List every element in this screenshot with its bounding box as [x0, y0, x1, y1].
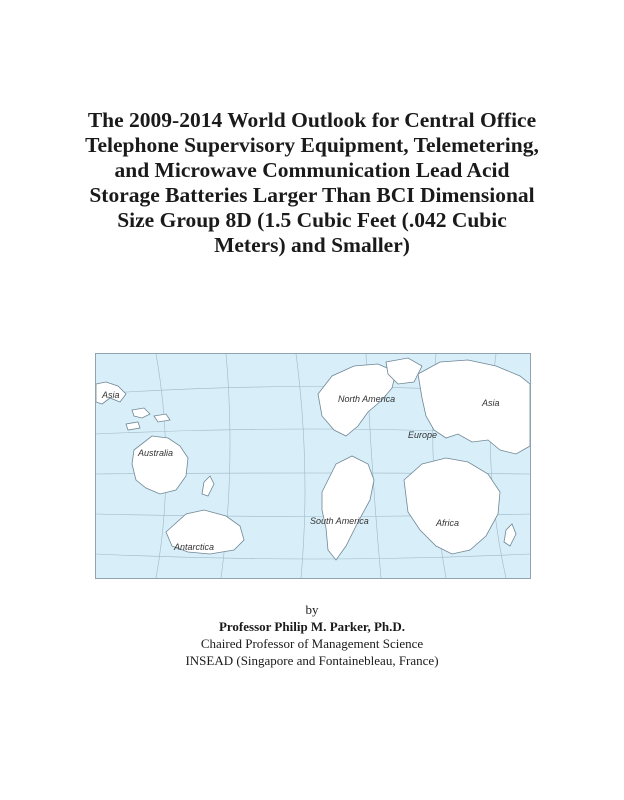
title-line: Meters) and Smaller) [214, 233, 410, 257]
map-label-asia-right: Asia [482, 398, 500, 408]
author-affiliation: INSEAD (Singapore and Fontainebleau, France) [185, 653, 439, 668]
map-label-north-america [338, 394, 395, 404]
madagascar-land [504, 524, 516, 546]
map-label-asia-left: Asia [102, 390, 120, 400]
book-title [40, 108, 584, 258]
title-line: Size Group 8D (1.5 Cubic Feet (.042 Cubic [117, 208, 507, 232]
title-line: Storage Batteries Larger Than BCI Dimensional [89, 183, 535, 207]
map-label-south-america: South America [310, 516, 369, 526]
author-position: Chaired Professor of Management Science [200, 636, 424, 651]
map-label-antarctica: Antarctica [174, 542, 215, 552]
australia-land [132, 436, 188, 494]
by-label: by [305, 602, 319, 617]
map-label-africa: Africa [436, 518, 460, 528]
world-map-graphic [96, 354, 530, 578]
africa-land [404, 458, 500, 554]
south-america-land [322, 456, 374, 560]
world-map [95, 353, 531, 579]
new-zealand-land [202, 476, 214, 496]
map-label-north-america-text: North America [338, 394, 396, 404]
title-line: Telephone Supervisory Equipment, Telemetering, [85, 133, 539, 157]
byline [0, 601, 624, 669]
author-name: Professor Philip M. Parker, Ph.D. [218, 619, 406, 634]
map-label-europe: Europe [408, 430, 438, 440]
title-line: The 2009-2014 World Outlook for Central Office [87, 108, 537, 132]
map-label-australia: Australia [138, 448, 174, 458]
title-line: and Microwave Communication Lead Acid [114, 158, 510, 182]
